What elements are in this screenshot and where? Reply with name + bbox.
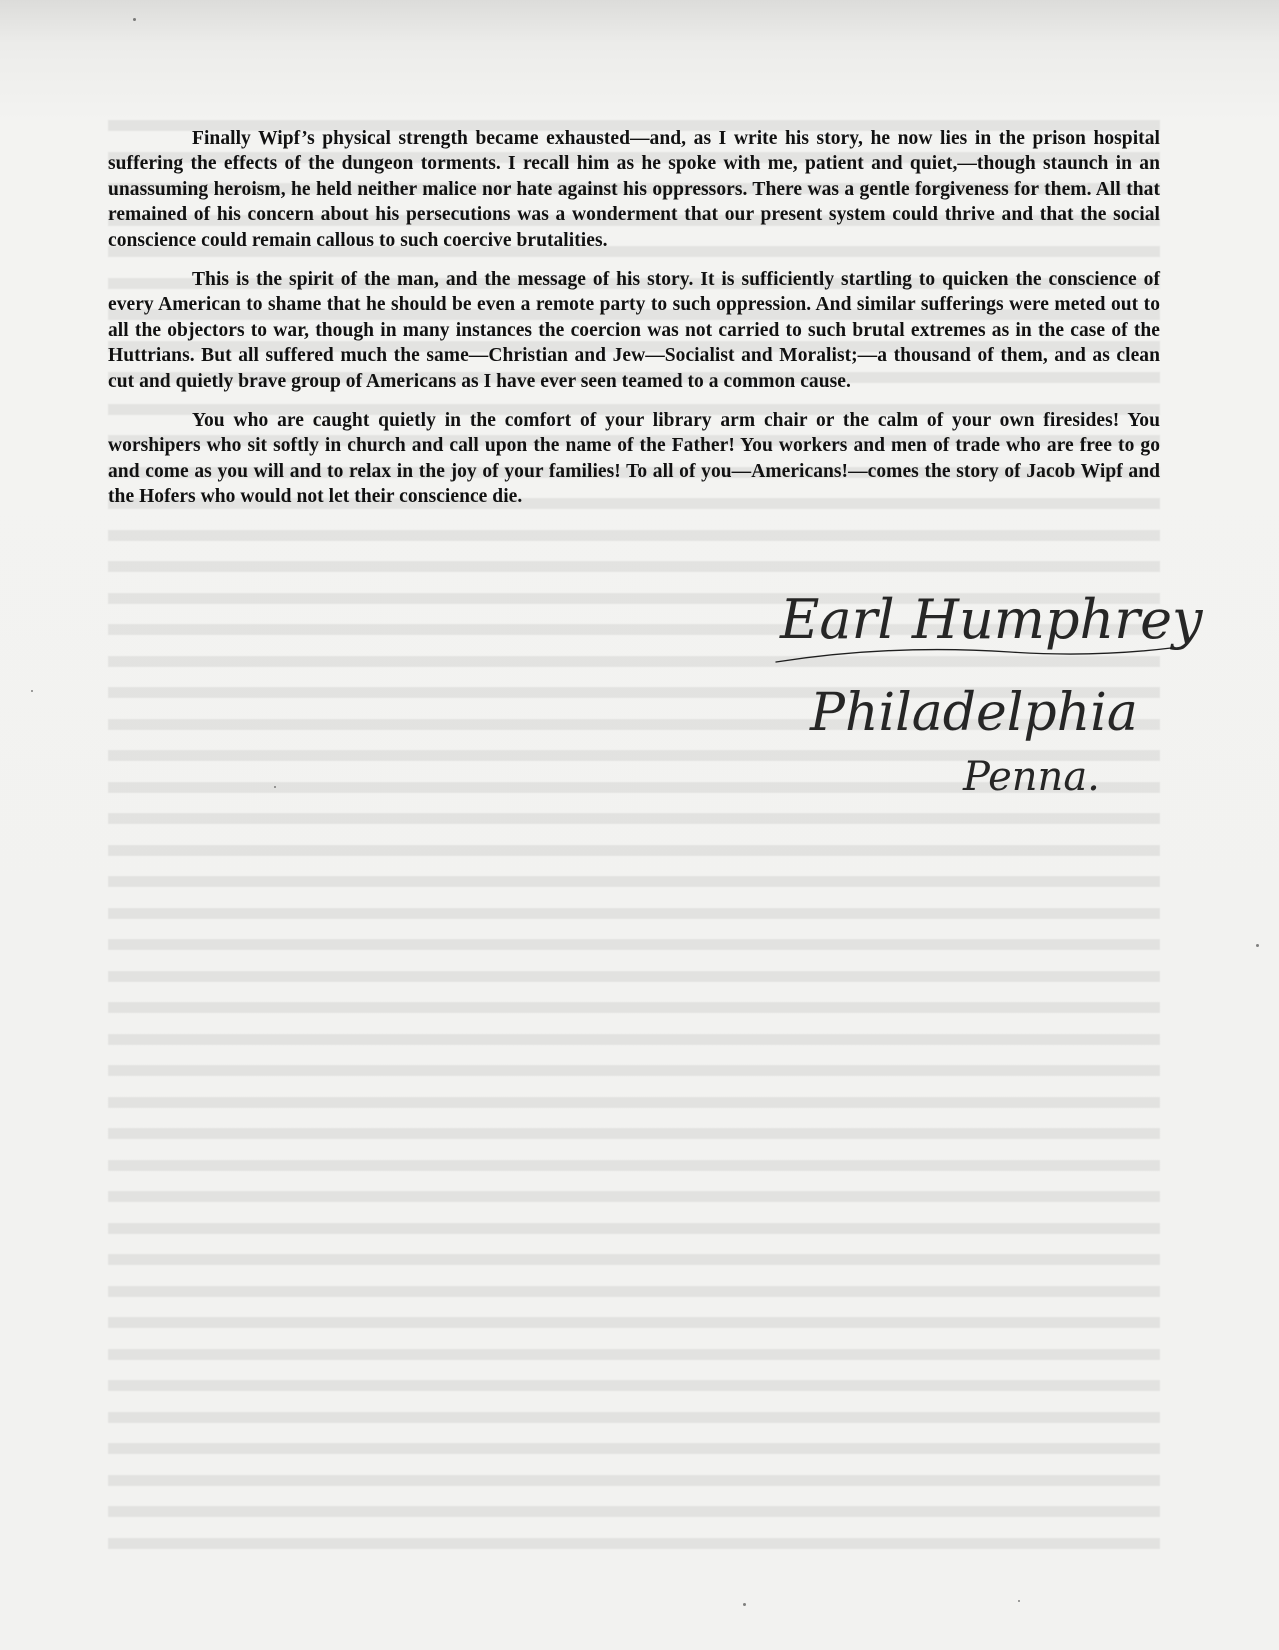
signature-name: Earl Humphrey [780,588,1203,651]
paper-speck [1256,944,1259,947]
paragraph: Finally Wipf’s physical strength became exhausted—and, as I write his story, he now lies in the prison hospital suffering the effects of the dungeon torments. I recall him as he spoke with me, patient and quiet,—though staunch in an unassuming heroism, he held neither malice nor hate against his oppressors. There was a gentle forgiveness for them. All that remained of his concern about his persecutions was a wonderment that our present system could thrive and that the social conscience could remain callous to such coercive brutalities. [108,128,1160,251]
paper-speck [743,1603,746,1606]
paragraph: This is the spirit of the man, and the message of his story. It is sufficiently startling to quicken the conscience of every American to shame that he should be even a remote party to such oppression. And similar sufferings were meted out to all the objectors to war, though in many instances the coercion was not carried to such brutal extremes as in the case of the Huttrians. But all suffered much the same—Christian and Jew—Socialist and Moralist;—a thousand of them, and as clean cut and quietly brave group of Americans as I have ever seen teamed to a common cause. [108,269,1160,392]
paper-speck [133,18,136,21]
paper-speck [31,690,33,692]
handwritten-signature [770,570,1203,860]
letter-body [108,126,1160,524]
paper-speck [274,786,276,788]
signature-state: Penna. [963,754,1100,800]
paragraph: You who are caught quietly in the comfort of your library arm chair or the calm of your own firesides! You worshipers who sit softly in church and call upon the name of the Father! You workers and men of trade who are free to go and come as you will and to relax in the joy of your families! To all of you—Americans!—comes the story of Jacob Wipf and the Hofers who would not let their conscience die. [108,410,1160,508]
paper-speck [1018,1600,1020,1602]
signature-city: Philadelphia [810,683,1138,743]
